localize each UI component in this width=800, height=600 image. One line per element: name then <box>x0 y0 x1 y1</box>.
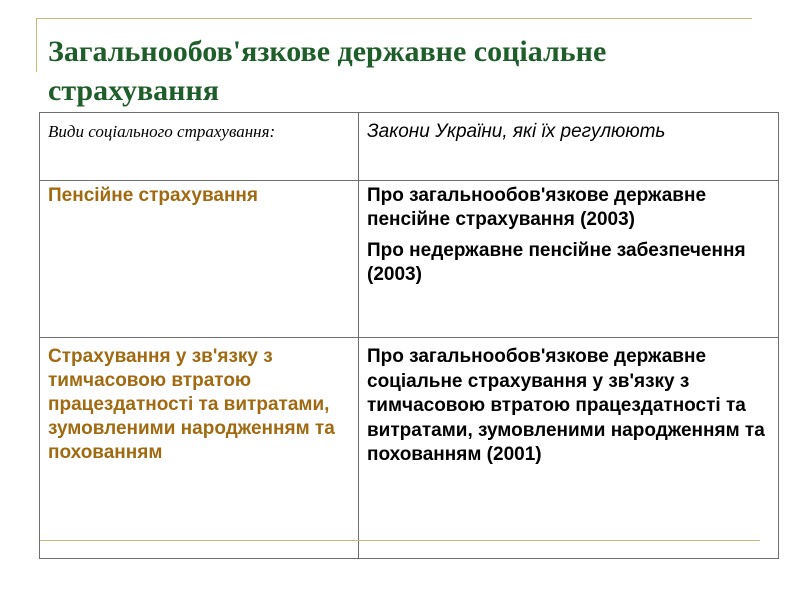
insurance-laws-table <box>39 112 779 559</box>
insurance-type-cell: Пенсійне страхування <box>40 181 359 338</box>
insurance-type-cell: Страхування у зв'язку з тимчасовою втратою працездатності та витратами, зумовленими народженням та похованням <box>40 338 359 559</box>
law-item: Про загальнообов'язкове державне пенсійне страхування (2003) <box>367 185 707 230</box>
law-item: Про загальнообов'язкове державне соціальне страхування у зв'язку з тимчасовою втратою працездатності та витратами, зумовленими народженням та похованням (2001) <box>367 346 765 465</box>
header-insurance-types: Види соціального страхування: <box>40 113 359 181</box>
laws-cell <box>359 181 779 338</box>
table-header-row <box>40 113 779 181</box>
laws-cell <box>359 338 779 559</box>
decor-left-line <box>36 18 37 72</box>
table-row <box>40 338 779 559</box>
decor-top-line <box>36 18 752 19</box>
slide-title: Загальнообов'язкове державне соціальне страхування <box>48 35 607 107</box>
header-laws: Закони України, які їх регулюють <box>359 113 779 181</box>
law-item: Про недержавне пенсійне забезпечення (2003) <box>367 240 746 285</box>
decor-bottom-line <box>40 540 760 541</box>
table-row <box>40 181 779 338</box>
